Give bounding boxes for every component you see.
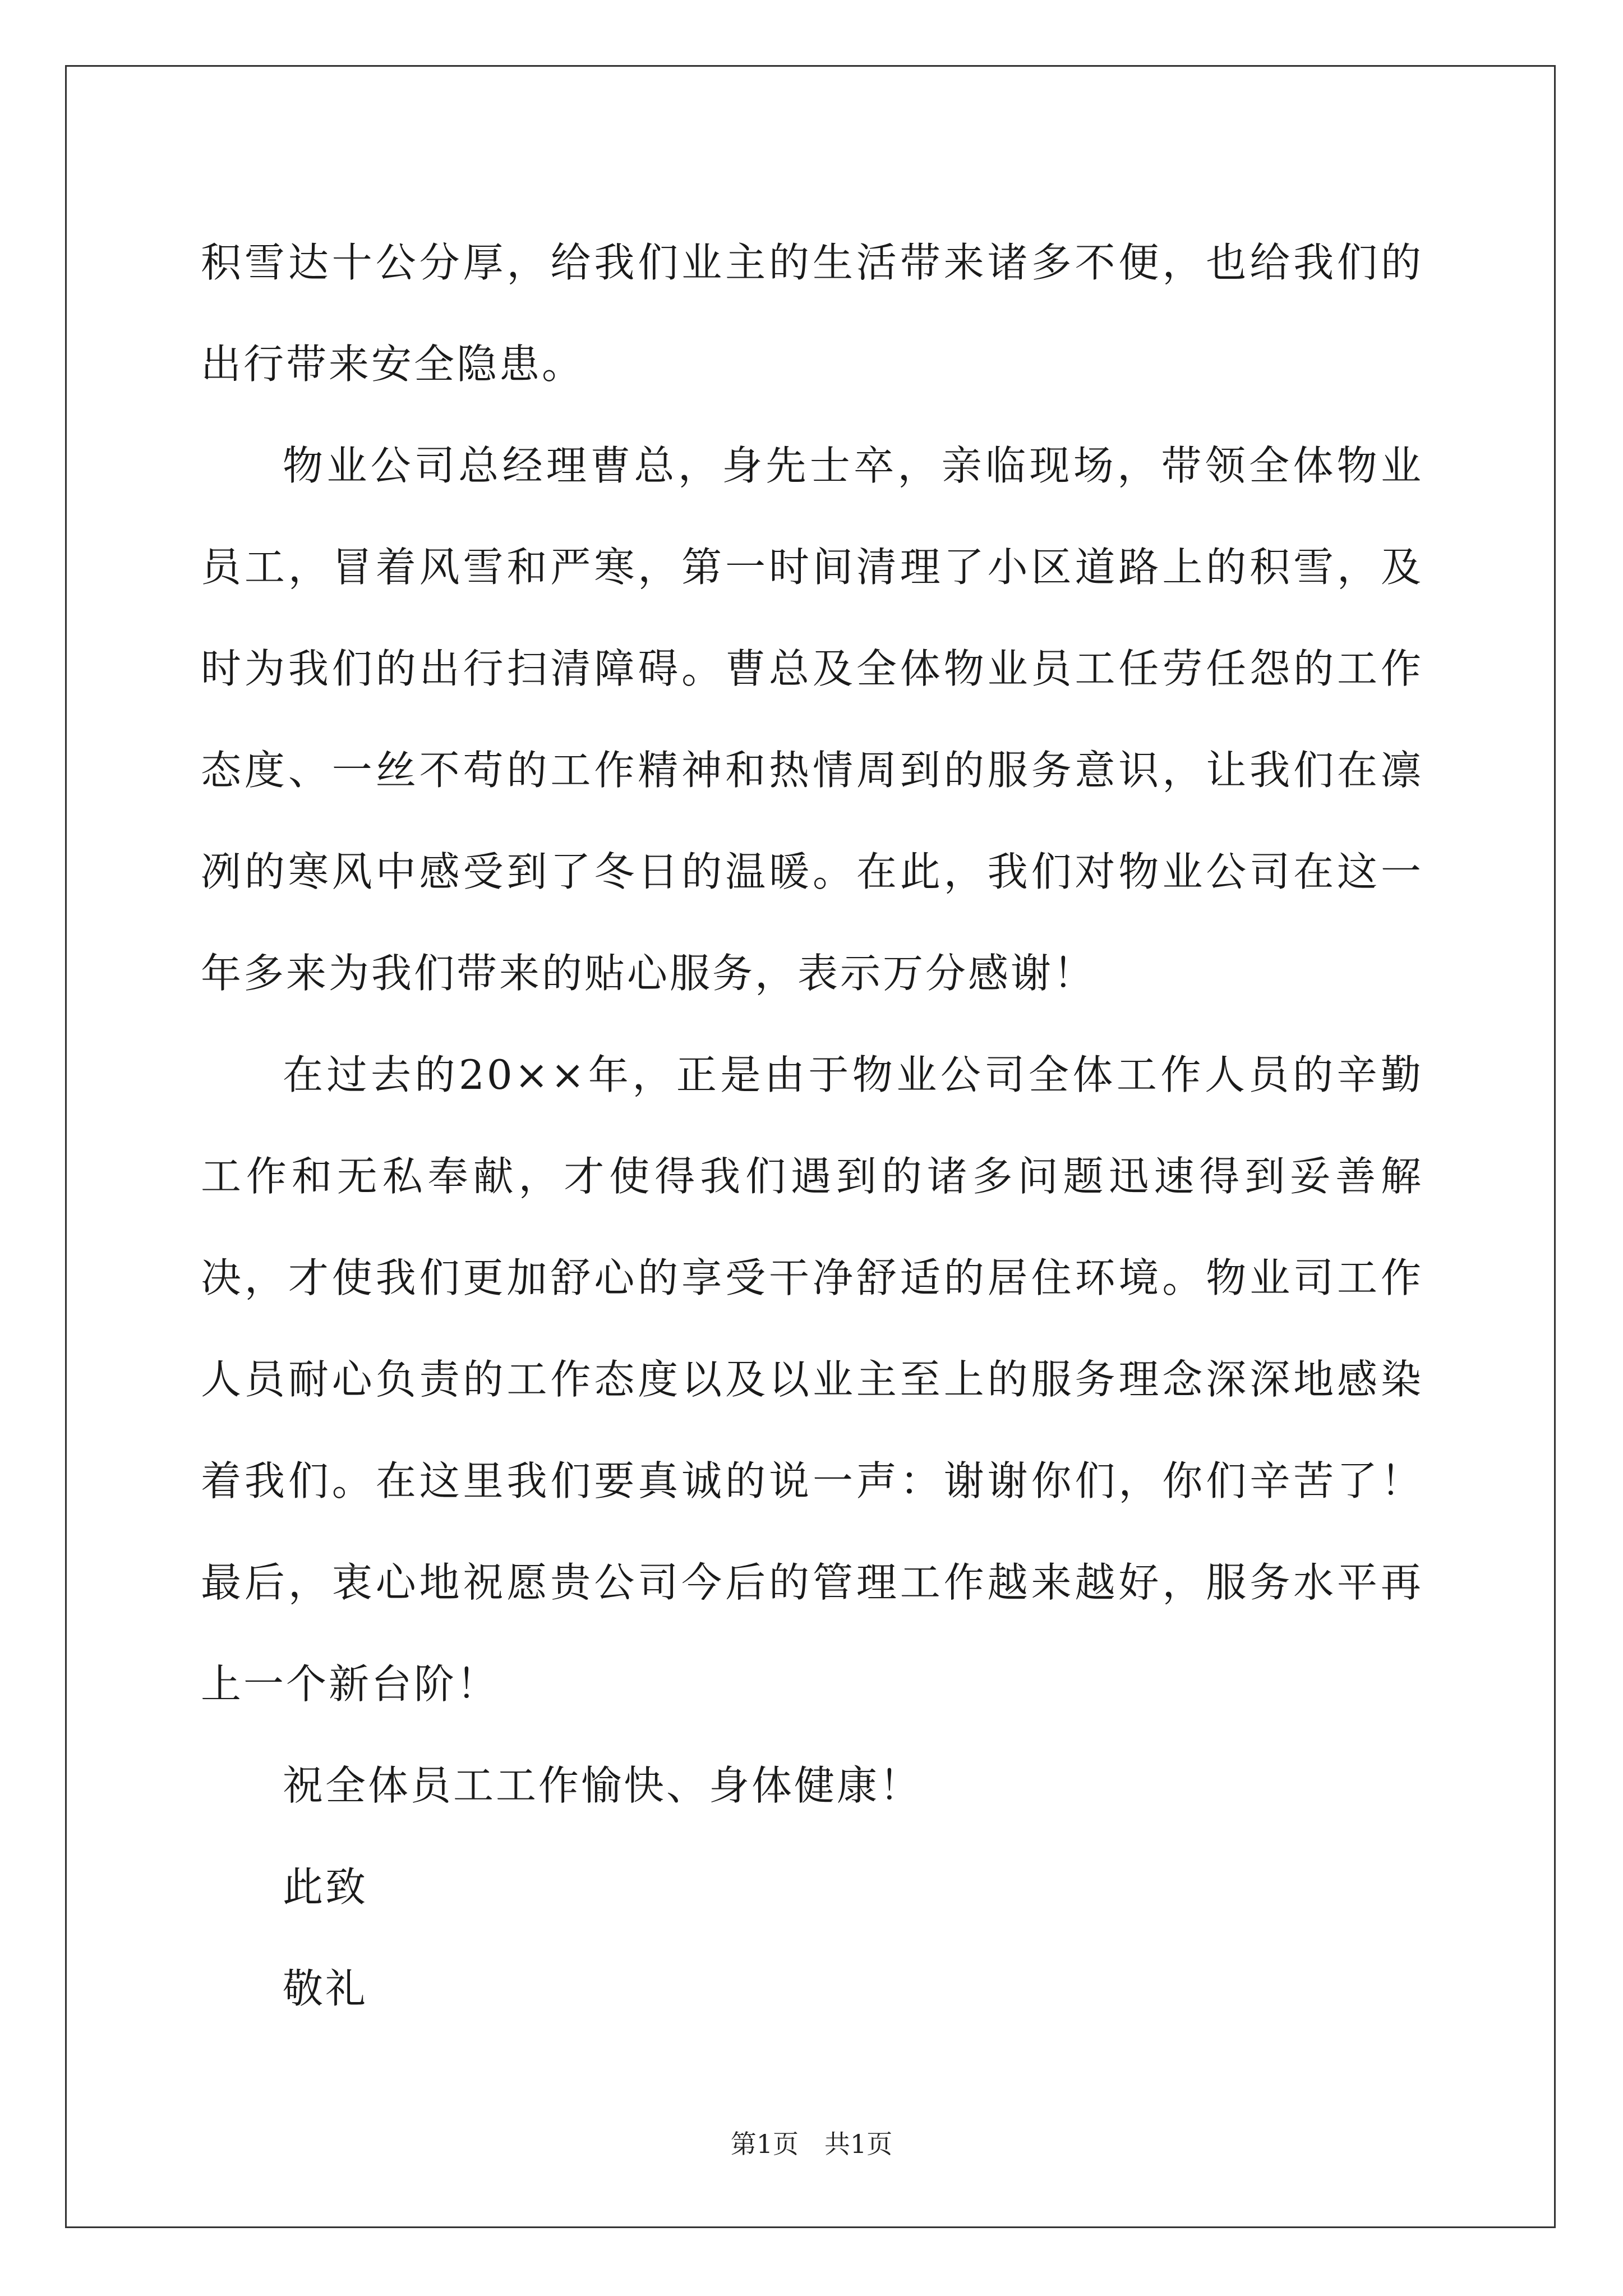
closing-salutation-1: 此致	[283, 1864, 368, 1911]
closing-salutation-2: 敬礼	[283, 1965, 368, 2012]
wish-line: 祝全体员工工作愉快、身体健康！	[283, 1762, 923, 1809]
page-number: 第1页	[730, 2129, 799, 2159]
page-total: 共1页	[824, 2129, 893, 2159]
document-body	[201, 212, 1423, 2040]
paragraph-3: 在过去的20××年，正是由于物业公司全体工作人员的辛勤工作和无私奉献，才使得我们遇到的诸多问题迅速得到妥善解决，才使我们更加舒心的享受干净舒适的居住环境。物业司工作人员耐心负责的工作态度以及以业主至上的服务理念深深地感染着我们。在这里我们要真诚的说一声：谢谢你们，你们辛苦了！最后，衷心地祝愿贵公司今后的管理工作越来越好，服务水平再上一个新台阶！	[201, 1051, 1423, 1708]
paragraph-1: 积雪达十公分厚，给我们业主的生活带来诸多不便，也给我们的出行带来安全隐患。	[201, 239, 1423, 388]
paragraph-2: 物业公司总经理曹总，身先士卒，亲临现场，带领全体物业员工，冒着风雪和严寒，第一时间清理了小区道路上的积雪，及时为我们的出行扫清障碍。曹总及全体物业员工任劳任怨的工作态度、一丝不苟的工作精神和热情周到的服务意识，让我们在凛冽的寒风中感受到了冬日的温暖。在此，我们对物业公司在这一年多来为我们带来的贴心服务，表示万分感谢！	[201, 442, 1423, 997]
page-footer	[0, 2127, 1623, 2161]
